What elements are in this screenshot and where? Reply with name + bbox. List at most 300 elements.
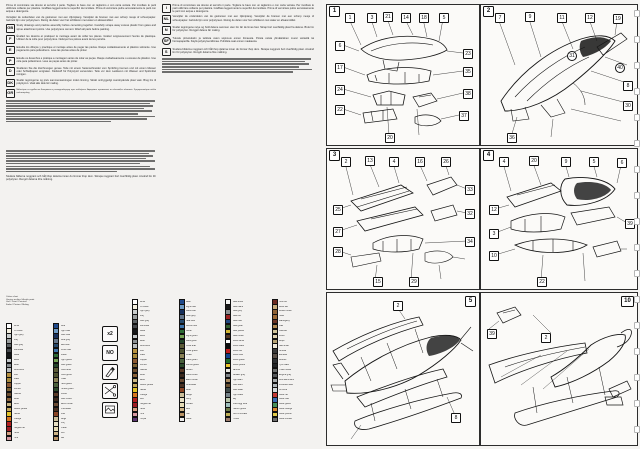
part-callout: 20	[385, 133, 395, 143]
colour-item	[272, 334, 317, 338]
instruction-paragraph-n: Studer tegningene nøye og hold delene sammen uten lim før de limes fast. Skrap bort overflødig plast fra delene. Bruk lim for polystyren. Rengjør delene før maling.	[172, 26, 314, 33]
part-callout: 38	[463, 89, 473, 99]
step-number-6: 10	[621, 296, 634, 307]
colour-name: Gloss yellow	[232, 364, 246, 367]
colour-item	[6, 348, 51, 352]
colour-item	[179, 364, 224, 368]
part-callout: 11	[557, 13, 567, 23]
part-callout: 2	[393, 301, 403, 311]
instruction-paragraph-extra: Studera bilderna noggrant och håll ihop delarna innan du limmar ihop dem. Skrapa noggrant bort överflödig plast. Använd lim för polystyren. Rengör delarna före målning.	[6, 175, 156, 182]
colour-column-1	[132, 300, 177, 440]
colour-name: Forest green	[186, 364, 200, 367]
colour-name: Olive green	[60, 373, 73, 376]
part-callout: 25	[333, 205, 343, 215]
colour-chart-legend-line-2: Verf / Paint / Peinture	[6, 301, 27, 304]
part-callout: 39	[487, 329, 497, 339]
part-callout: 3	[489, 229, 499, 239]
colour-name: Bronze	[139, 364, 147, 367]
colour-name: Gloss red	[232, 349, 243, 352]
step-number-3: 3	[329, 150, 340, 161]
instruction-paragraph-nl-2: Verwijder de onderdelen van de gietramen met een zijkniptang. Verwijder de bramen met een scherp mesje of schuurpapier. Gebruik lijm voor polystyreen. Reinig de delen voor het schilderen met water en afwasmiddel.	[172, 15, 314, 22]
lang-badge-f: F	[6, 35, 15, 44]
step-number-2: 2	[483, 6, 494, 17]
instruction-paragraph-d: Studieren Sie die Zeichnungen genau. Teile mit einem Seitenschneider vom Spritzling trennen und mit einem Messer oder Schleifpapier entgraten. Klebstoff für Polystyrol verwenden. Teile vor dem Lackieren mit Wasser und Spülmittel reinigen.	[16, 67, 156, 77]
lang-badge-nl: NL	[162, 15, 171, 24]
colour-item	[179, 408, 224, 412]
colour-item	[179, 310, 224, 314]
instruction-paragraph-e: Estudie los dibujos y practique el montaje antes de pegar las piezas. Raspe cuidadosamente el plástico sobrante. Use pegamento para poliestireno. Lave las piezas antes de pintar.	[16, 45, 156, 52]
colour-item	[53, 344, 98, 348]
step-panel-6	[480, 292, 638, 446]
colour-name: Earth brown	[186, 378, 199, 381]
colour-name: Clear	[186, 418, 192, 421]
colour-item	[6, 392, 51, 396]
colour-item	[179, 344, 224, 348]
colour-item	[132, 388, 177, 392]
colour-item	[53, 436, 98, 440]
binder-hole	[634, 62, 640, 69]
colour-chart-columns-left	[6, 324, 98, 440]
part-callout: 34	[465, 237, 475, 247]
colour-item	[272, 364, 317, 368]
colour-item	[53, 412, 98, 416]
colour-name: Sea blue	[186, 320, 196, 323]
colour-name: Smoke	[279, 349, 287, 352]
colour-item	[132, 373, 177, 377]
part-callout: 9	[525, 12, 535, 22]
instruction-row-n	[162, 26, 314, 35]
colour-swatch	[225, 417, 231, 422]
part-callout: 33	[465, 185, 475, 195]
colour-name: Beige	[186, 393, 192, 396]
colour-item	[6, 417, 51, 421]
colour-item	[53, 392, 98, 396]
colour-item	[6, 329, 51, 333]
colour-name: Beige	[60, 417, 67, 420]
colour-item	[6, 432, 51, 436]
part-callout: 17	[335, 63, 345, 73]
colour-item	[132, 417, 177, 421]
colour-name: Purple	[139, 418, 147, 421]
colour-item	[179, 412, 224, 416]
colour-item	[179, 398, 224, 402]
colour-item	[272, 373, 317, 377]
colour-item	[272, 388, 317, 392]
colour-item	[6, 363, 51, 367]
colour-name: Matt green	[232, 325, 244, 328]
colour-chart-legend-line-1: Vernice acrilica / Acrylic paint	[6, 298, 35, 301]
colour-name: White	[139, 300, 146, 303]
x2-symbol-icon: x2	[102, 326, 118, 342]
colour-item	[225, 310, 270, 314]
part-callout: 6	[617, 158, 627, 168]
colour-item	[272, 315, 317, 319]
colour-name: Engine grey	[279, 374, 292, 376]
colour-name: Dull aluminium	[279, 378, 295, 381]
colour-name: Bronze	[13, 388, 21, 391]
step-3-drawing	[327, 149, 479, 289]
colour-item	[53, 402, 98, 406]
colour-item	[225, 359, 270, 363]
colour-name: Buff	[60, 432, 65, 435]
part-callout: 39	[625, 219, 635, 229]
colour-item	[132, 329, 177, 333]
colour-name: Varnish	[232, 369, 241, 372]
colour-name: Exhaust	[279, 354, 288, 357]
colour-name: Deck tan	[279, 305, 289, 308]
lang-badge-gr: GR	[6, 89, 15, 98]
part-callout: 6	[335, 41, 345, 51]
colour-name: Matt grey	[232, 310, 243, 313]
colour-name: Tyre black	[279, 364, 290, 367]
colour-name: Matt brown	[232, 334, 244, 337]
colour-item	[53, 417, 98, 421]
colour-name: Gunmetal	[139, 325, 150, 328]
colour-name: Orange	[13, 417, 22, 420]
part-callout: 26	[441, 157, 451, 167]
step-panel-3	[326, 148, 480, 290]
part-callout: 23	[463, 49, 473, 59]
instruction-row-d	[6, 67, 156, 76]
lang-badge-p: P	[6, 57, 15, 66]
colour-name: Dark earth	[232, 383, 244, 386]
colour-name: Clear yellow	[279, 413, 292, 416]
colour-name: Steel	[139, 339, 145, 342]
instruction-paragraph-i-2: Prima di cominciare sia dovuto al servizio ii parte. Togliere le bave con un taglierino o con carta vetrata. Per incollare le parti utilizzare collante per plastica. Graffiare leggermente le superfici da incollare. Prima di verniciare pulire accuratamente le parti con acqua e detergente.	[172, 4, 314, 14]
colour-item	[6, 383, 51, 387]
colour-name: Dark green	[186, 339, 198, 342]
colour-name: White	[13, 324, 20, 327]
colour-item	[132, 320, 177, 324]
instruction-row-dk	[6, 79, 156, 88]
part-callout: 40	[615, 63, 625, 73]
colour-name: Matt yellow	[232, 329, 244, 332]
colour-item	[179, 300, 224, 304]
colour-item	[272, 305, 317, 309]
binder-hole	[634, 322, 640, 329]
colour-item	[6, 397, 51, 401]
colour-item	[179, 368, 224, 372]
colour-name: Azure blue	[186, 325, 197, 328]
colour-name: Cream	[186, 403, 193, 406]
colour-name: Mahogany	[279, 320, 290, 323]
colour-name: Rope	[279, 339, 285, 342]
binder-hole	[634, 10, 640, 17]
colour-name: Duck egg blue	[232, 403, 248, 406]
colour-name: Dark grey	[13, 344, 24, 347]
colour-name: Field green	[186, 359, 198, 362]
colour-name: Leather	[139, 369, 148, 372]
colour-name: Matt blue	[232, 320, 242, 323]
colour-name: Brass	[139, 354, 146, 357]
part-callout: 35	[463, 67, 473, 77]
binder-hole	[634, 296, 640, 303]
part-callout: 4	[499, 157, 509, 167]
colour-item	[272, 408, 317, 412]
colour-name: Ivory	[186, 398, 191, 401]
colour-item	[179, 403, 224, 407]
binder-hole	[634, 166, 640, 173]
lang-badge-n: N	[162, 26, 171, 35]
colour-item	[6, 407, 51, 411]
colour-item	[132, 349, 177, 353]
colour-name: Light green	[60, 358, 72, 361]
colour-item	[53, 432, 98, 436]
part-callout: 9	[561, 157, 571, 167]
colour-swatch	[53, 436, 59, 441]
colour-name: Black	[139, 329, 146, 332]
colour-name: Canvas	[279, 329, 287, 332]
colour-item	[132, 412, 177, 416]
lang-badge-e: E	[6, 46, 15, 55]
colour-name: Aluminium	[13, 368, 25, 371]
colour-item	[225, 417, 270, 421]
colour-name: Wood	[13, 398, 20, 400]
part-callout: 15	[373, 277, 383, 287]
colour-item	[53, 397, 98, 401]
colour-item	[272, 310, 317, 314]
part-callout: 37	[459, 111, 469, 121]
colour-item	[6, 339, 51, 343]
colour-item	[6, 324, 51, 328]
colour-item	[179, 378, 224, 382]
colour-item	[225, 408, 270, 412]
colour-item	[6, 427, 51, 431]
colour-name: Chocolate	[186, 383, 197, 386]
part-callout: 31	[567, 51, 577, 61]
step-panel-1	[326, 4, 480, 146]
binder-hole	[634, 88, 640, 95]
colour-item	[225, 378, 270, 382]
binder-hole	[634, 270, 640, 277]
colour-name: Gunmetal	[13, 349, 24, 352]
instruction-paragraph-it: Prima di cominciare sia dovuto al servizio ii parte. Togliere le bave con un taglierino o con carta vetrata. Per incollare le parti utilizzare collante per plastica. Graffiare leggermente le superfici da incollare. Prima di verniciare pulire accuratamente le parti con acqua e detergente.	[6, 4, 156, 14]
colour-name: Sail white	[279, 344, 289, 347]
instruction-paragraph-sf: Tutustu piirustuksiin ja tarkista osien sopivuus ennen liimausta. Poista osista ylimääräinen muovi veitsellä tai hiomapaperilla. Käytä polystyreeniliimaa. Puhdista osat ennen maalausta.	[172, 36, 314, 43]
colour-name: Track metal	[279, 369, 291, 372]
instruction-row-i	[162, 4, 314, 13]
binder-hole	[634, 244, 640, 251]
colour-name: Flesh	[139, 408, 146, 411]
colour-name: Dark blue	[186, 310, 196, 313]
instruction-paragraph-p: Estude os desenhos e pratique a montagem antes de colar as peças. Raspe cuidadosamente o excesso de plástico. Use cola para poliestireno. Lave as peças antes de pintar.	[16, 56, 156, 63]
colour-name: Zinc chromate	[232, 413, 248, 416]
colour-item	[132, 368, 177, 372]
colour-name: Khaki	[60, 378, 67, 381]
instruction-text-column-3	[6, 150, 156, 184]
instruction-row-f	[6, 35, 156, 44]
colour-item	[225, 349, 270, 353]
colour-item	[225, 383, 270, 387]
part-callout: 22	[537, 277, 547, 287]
colour-item	[225, 354, 270, 358]
colour-item	[225, 373, 270, 377]
no-glue-symbol-icon: NO	[102, 345, 118, 361]
lang-badge-sf: SF	[162, 37, 171, 46]
colour-item	[53, 353, 98, 357]
instruction-row-p	[6, 57, 156, 66]
colour-swatch	[132, 417, 138, 422]
part-callout: 2	[341, 157, 351, 167]
colour-name: Copper	[13, 383, 22, 386]
step-panel-4	[480, 148, 638, 290]
colour-item	[132, 393, 177, 397]
colour-name: Clear smoke	[279, 418, 292, 421]
colour-item	[6, 422, 51, 426]
colour-name: Linen	[279, 334, 285, 337]
colour-item	[225, 398, 270, 402]
colour-item	[179, 359, 224, 363]
colour-item	[132, 315, 177, 319]
colour-name: Primer	[232, 418, 240, 421]
colour-item	[132, 324, 177, 328]
part-callout: 10	[489, 251, 499, 261]
colour-item	[53, 378, 98, 382]
colour-item	[225, 393, 270, 397]
colour-name: Light slate	[232, 393, 243, 396]
colour-item	[6, 378, 51, 382]
part-callout: 8	[451, 413, 461, 423]
colour-name: Light earth	[232, 378, 244, 381]
colour-swatch	[6, 436, 12, 441]
colour-name: Forest green	[60, 388, 74, 391]
part-callout: 7	[495, 13, 505, 23]
paint-brush-symbol-icon	[102, 364, 118, 380]
binder-hole	[634, 348, 640, 355]
colour-item	[6, 344, 51, 348]
colour-name: Light green	[186, 334, 198, 337]
colour-name: Off white	[13, 329, 23, 332]
colour-chart-title: Colour chart	[6, 296, 18, 298]
instruction-paragraph-gr: Μελετήστε τα σχέδια και δοκιμάστε τη συναρμολόγηση πριν κολλήσετε. Αφαιρέστε προσεκτικά το πλεονάζον πλαστικό. Χρησιμοποιήστε κόλλα πολυστερίνης.	[16, 89, 156, 94]
binder-hole	[634, 36, 640, 43]
colour-name: Gloss black	[232, 344, 245, 347]
colour-name: Clear orange	[279, 408, 293, 411]
colour-item	[6, 412, 51, 416]
colour-item	[179, 417, 224, 421]
colour-chart	[6, 296, 314, 444]
colour-item	[6, 373, 51, 377]
colour-name: Clear green	[279, 403, 292, 406]
colour-item	[132, 300, 177, 304]
colour-name: Tan	[186, 413, 190, 416]
colour-item	[272, 339, 317, 343]
colour-name: Olive drab	[186, 344, 197, 347]
colour-name: Pink	[139, 413, 144, 416]
colour-item	[53, 388, 98, 392]
instruction-row-nl	[162, 15, 314, 24]
colour-item	[53, 324, 98, 328]
colour-item	[272, 320, 317, 324]
instruction-row-gr	[6, 89, 156, 98]
colour-name: Earth brown	[60, 402, 73, 405]
colour-swatch	[179, 417, 185, 422]
colour-item	[272, 378, 317, 382]
colour-swatch	[272, 417, 278, 422]
colour-name: Light blue	[60, 329, 71, 332]
step-panel-5	[326, 292, 480, 446]
colour-item	[6, 368, 51, 372]
colour-name: Blue	[60, 324, 66, 327]
colour-chart-legend-line-3: Farbe / Pintura / Maling	[6, 303, 29, 306]
colour-name: Grey	[13, 339, 19, 342]
colour-name: Hull red	[279, 300, 287, 303]
colour-item	[132, 354, 177, 358]
colour-item	[272, 393, 317, 397]
colour-name: Dark slate	[232, 388, 243, 391]
part-callout: 19	[613, 14, 623, 24]
colour-item	[6, 436, 51, 440]
colour-name: Sand	[13, 402, 19, 405]
colour-name: Clear blue	[279, 398, 290, 401]
colour-name: Interior green	[232, 408, 247, 411]
colour-item	[179, 329, 224, 333]
colour-name: Gold	[13, 373, 19, 376]
colour-name: Pink	[13, 437, 18, 440]
colour-item	[179, 324, 224, 328]
colour-name: Steel	[13, 363, 19, 366]
colour-name: Flesh	[13, 432, 20, 435]
colour-name: Field green	[60, 383, 72, 386]
colour-name: Wood brown	[279, 310, 292, 313]
part-callout: 2	[541, 333, 551, 343]
colour-name: Yellow	[13, 412, 21, 415]
part-callout: 24	[335, 85, 345, 95]
instruction-text-column-1	[6, 4, 156, 123]
colour-name: Brown	[60, 393, 68, 396]
colour-name: Sea blue	[60, 344, 70, 347]
binder-hole	[634, 426, 640, 433]
part-callout: 4	[389, 157, 399, 167]
colour-name: Dark grey	[139, 320, 150, 323]
colour-column-3	[225, 300, 270, 440]
colour-name: Dark green	[60, 363, 72, 366]
colour-column-6	[53, 324, 98, 440]
colour-name: Chrome	[279, 388, 288, 391]
colour-name: Blue grey	[60, 339, 71, 342]
part-callout: 3	[367, 13, 377, 23]
colour-item	[53, 358, 98, 362]
part-callout: 1	[345, 13, 355, 23]
colour-item	[179, 305, 224, 309]
part-callout: 28	[333, 247, 343, 257]
colour-item	[225, 403, 270, 407]
instruction-row-sf	[162, 37, 314, 46]
colour-item	[6, 334, 51, 338]
colour-item	[179, 339, 224, 343]
colour-name: Khaki	[186, 354, 192, 357]
colour-chart-legend	[6, 296, 86, 306]
colour-item	[132, 408, 177, 412]
colour-item	[272, 403, 317, 407]
instruction-paragraph-dk: Studér tegningerne og prøv sammensætningen inden limning. Skrab omhyggeligt overskydende plast væk. Brug lim til polystyren. Vask alle dele før maling.	[16, 78, 156, 85]
colour-name: Metallic grey	[232, 374, 246, 376]
lang-badge-dk: DK	[6, 79, 15, 88]
colour-column-4	[272, 300, 317, 440]
colour-item	[179, 393, 224, 397]
colour-name: Black	[13, 353, 20, 356]
decal-symbol-icon	[102, 402, 118, 418]
colour-item	[6, 353, 51, 357]
colour-item	[132, 378, 177, 382]
step-number-5: 5	[465, 296, 476, 307]
colour-name: Cream	[60, 427, 68, 430]
colour-name: Desert yellow	[13, 407, 28, 410]
colour-name: Grey	[139, 315, 145, 318]
part-callout: 5	[439, 13, 449, 23]
colour-item	[132, 403, 177, 407]
text-filler-block-right	[162, 58, 314, 72]
